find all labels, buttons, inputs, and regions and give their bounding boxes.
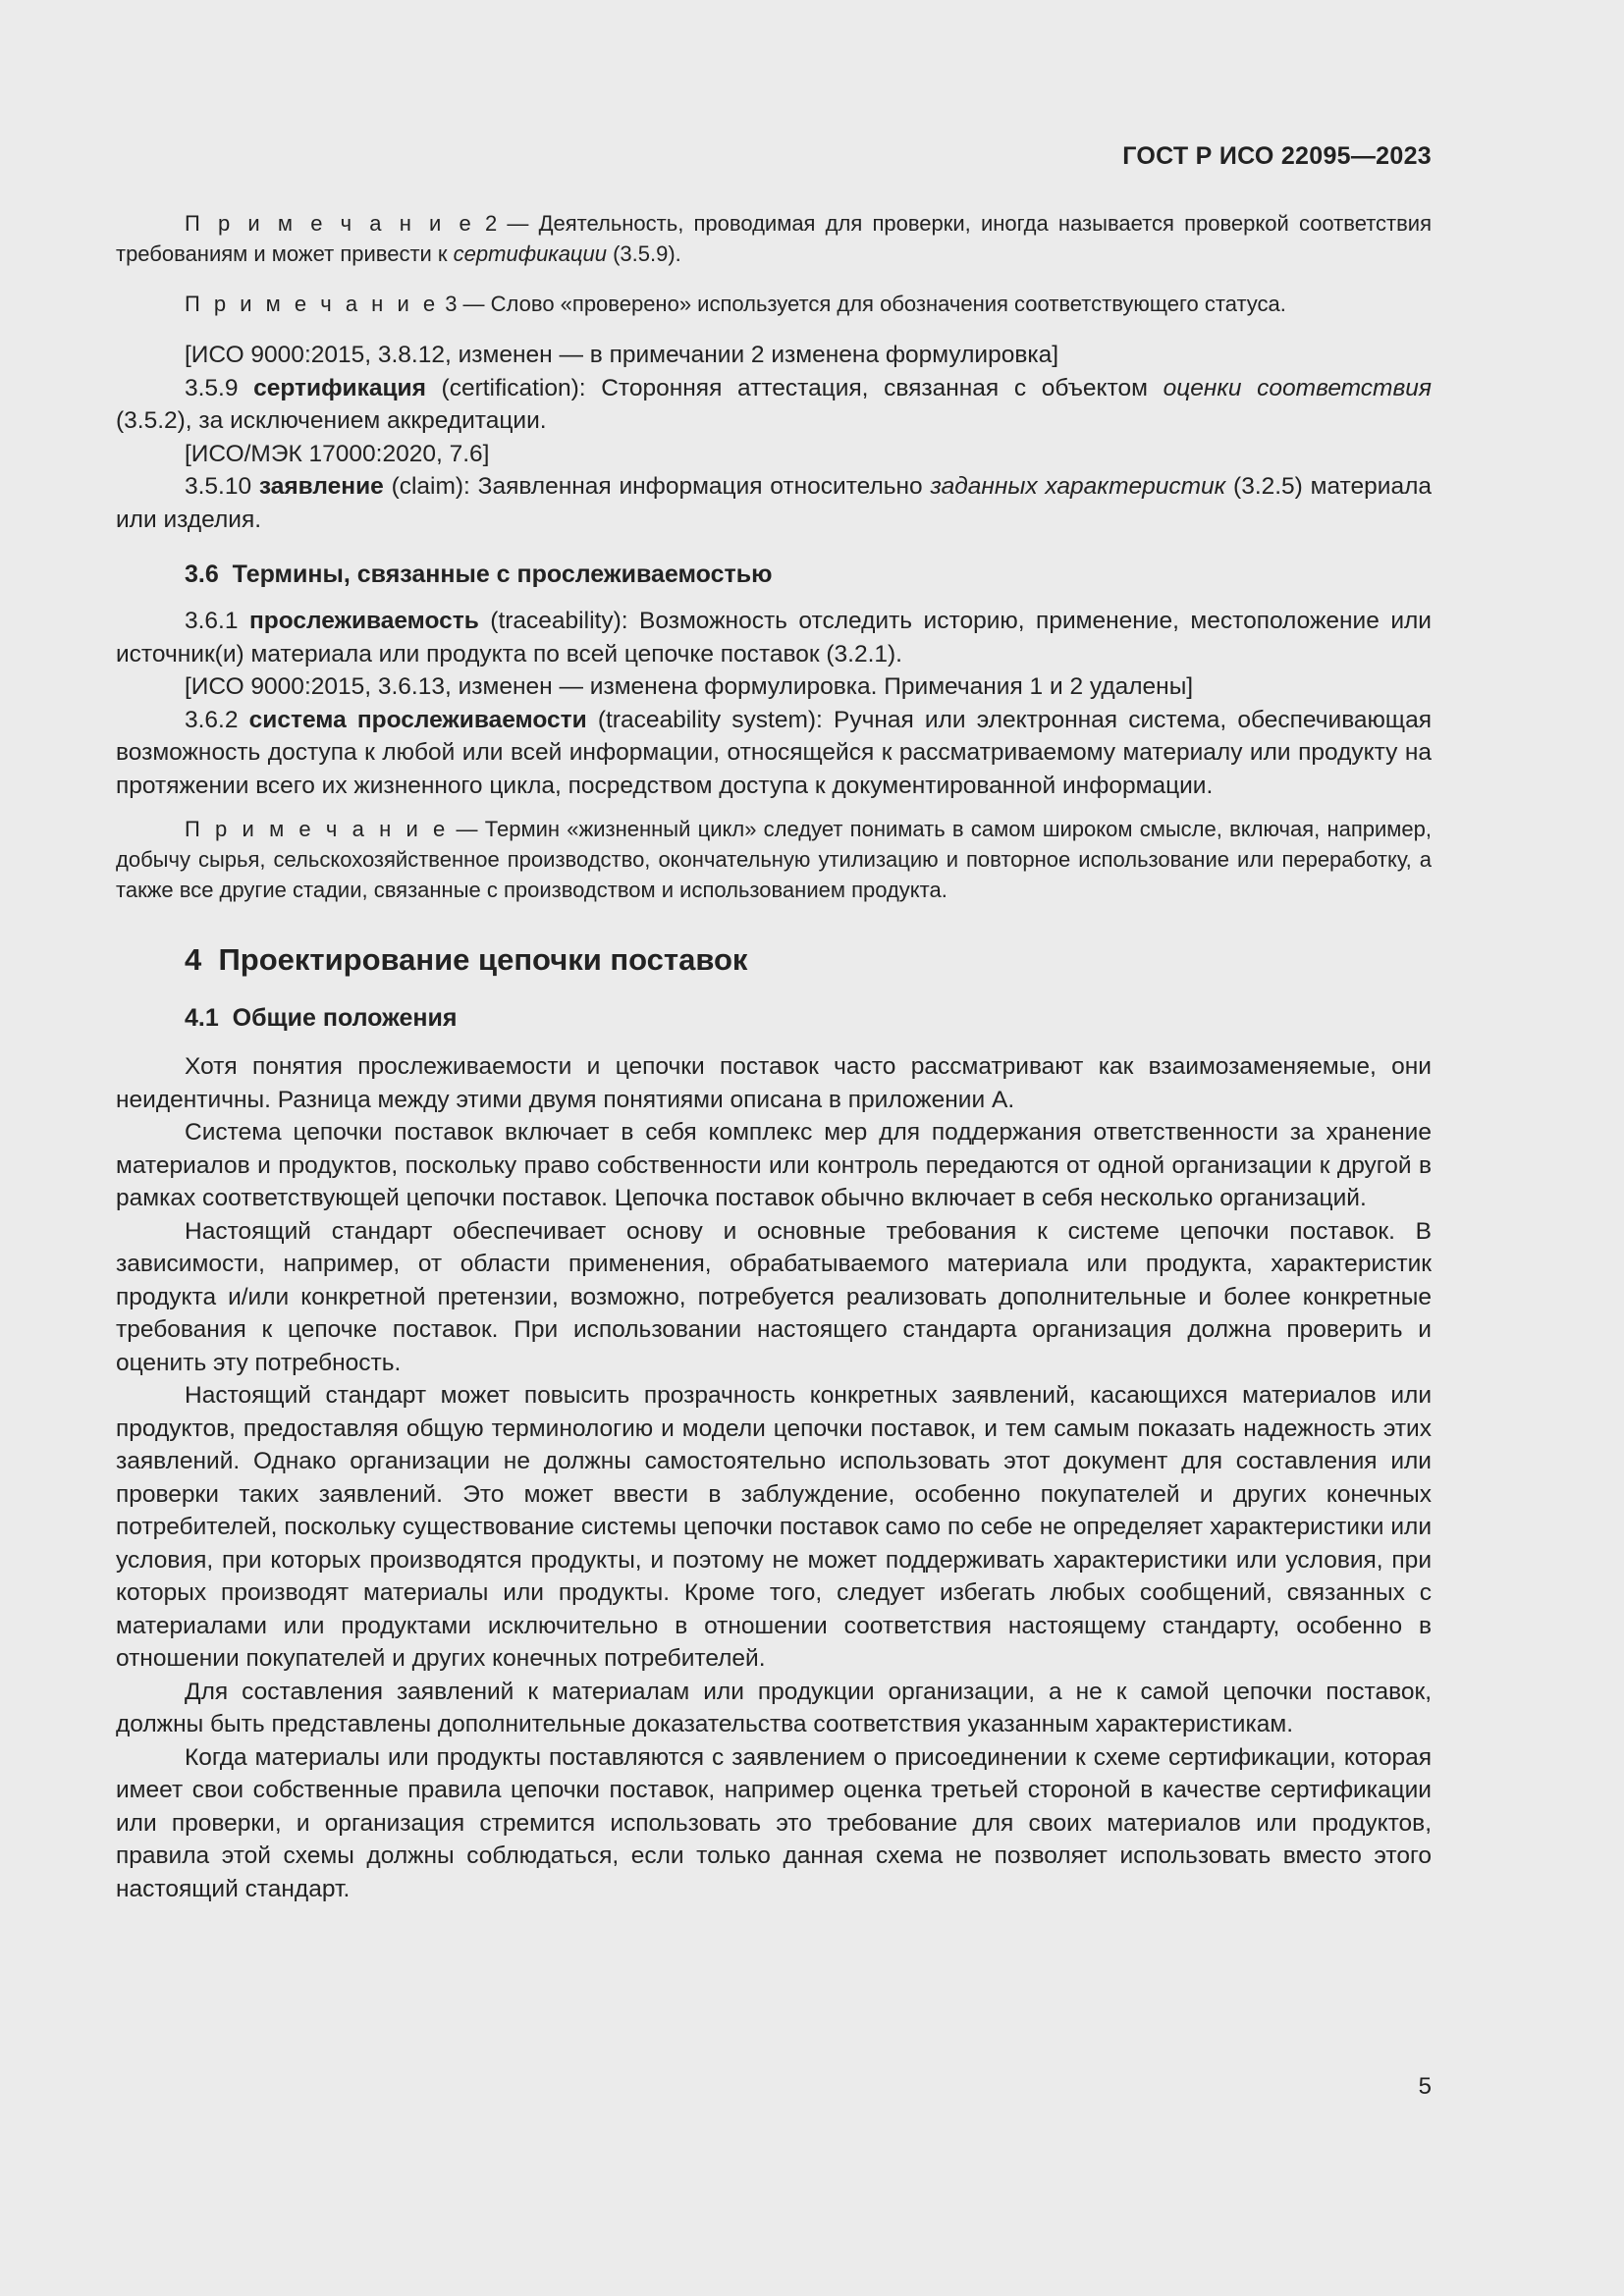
note-text: Деятельность, проводимая для проверки, иногда называется проверкой соответствия требованиям и может привести к <box>116 211 1432 266</box>
term-number: 3.6.1 <box>185 608 249 634</box>
section-heading-4 <box>116 940 1432 980</box>
term-name: сертификация <box>253 374 426 401</box>
section-heading-3-6 <box>116 558 1432 591</box>
term-definition: (traceability): Возможность отследить историю, применение, местоположение или источник(и) материала или продукта по всей цепочке поставок (3.2.1). <box>116 608 1432 667</box>
term-3-5-9 <box>116 372 1432 438</box>
section-number: 4 <box>185 942 202 977</box>
term-3-6-1 <box>116 605 1432 670</box>
reference-iec17000: [ИСО/МЭК 17000:2020, 7.6] <box>185 440 490 467</box>
reference-iso9000-3812: [ИСО 9000:2015, 3.8.12, изменен — в примечании 2 изменена формулировка] <box>185 342 1059 368</box>
note-text: Термин «жизненный цикл» следует понимать в самом широком смысле, включая, например, добычу сырья, сельскохозяйственное производство, окончательную утилизацию и повторное использование или переработку, а также все другие стадии, связанные с производством и использованием продукта. <box>116 817 1432 902</box>
page-number: 5 <box>1418 2073 1432 2100</box>
section-title: Проектирование цепочки поставок <box>218 942 748 977</box>
section-title: Термины, связанные с прослеживаемостью <box>232 561 773 588</box>
section-number: 4.1 <box>185 1004 219 1032</box>
term-italic-ref: оценки соответствия <box>1163 374 1432 401</box>
term-definition-end: (3.5.2), за исключением аккредитации. <box>116 407 547 434</box>
note-number: 2 — <box>474 211 539 236</box>
term-definition-end: (3.2.5) материала или изделия. <box>116 473 1432 533</box>
note-italic-term: сертификации <box>453 241 607 266</box>
reference-iso9000-3613: [ИСО 9000:2015, 3.6.13, изменен — изменена формулировка. Примечания 1 и 2 удалены] <box>185 673 1194 700</box>
term-italic-ref: заданных характеристик <box>930 473 1226 500</box>
note-3 <box>116 289 1432 319</box>
section-title: Общие положения <box>232 1004 458 1032</box>
note-label: П р и м е ч а н и е <box>185 817 450 841</box>
note-label: П р и м е ч а н и е <box>185 211 475 236</box>
paragraph: Когда материалы или продукты поставляются с заявлением о присоединении к схеме сертификации, которая имеет свои собственные правила цепочки поставок, например оценка третьей стороной в качестве сертификации или проверки, и организация стремится использовать это требование для своих материалов или продуктов, правила этой схемы должны соблюдаться, если только данная схема не позволяет использовать вместо этого настоящий стандарт. <box>116 1743 1432 1902</box>
note-text: Слово «проверено» используется для обозначения соответствующего статуса. <box>490 292 1286 316</box>
term-definition: (certification): Сторонняя аттестация, связанная с объектом <box>425 374 1164 401</box>
section-heading-4-1 <box>116 1001 1432 1035</box>
note-number: 3 — <box>439 292 491 316</box>
note-2 <box>116 208 1432 269</box>
section-number: 3.6 <box>185 561 219 588</box>
document-page <box>116 142 1432 1905</box>
term-name: система прослеживаемости <box>248 706 587 733</box>
paragraph: Для составления заявлений к материалам или продукции организации, а не к самой цепочки поставок, должны быть представлены дополнительные доказательства соответствия указанным характеристикам. <box>116 1678 1432 1737</box>
term-3-5-10 <box>116 470 1432 536</box>
note-dash: — <box>449 817 485 841</box>
paragraph: Настоящий стандарт может повысить прозрачность конкретных заявлений, касающихся материалов или продуктов, предоставляя общую терминологию и модели цепочки поставок, и тем самым показать надежность этих заявлений. Однако организации не должны самостоятельно использовать этот документ для составления или проверки таких заявлений. Это может ввести в заблуждение, особенно покупателей и других конечных потребителей, поскольку существование системы цепочки поставок само по себе не определяет характеристики или условия, при которых производятся продукты, и поэтому не может поддерживать характеристики или условия, при которых производят материалы или продукты. Кроме того, следует избегать любых сообщений, связанных с материалами или продуктами исключительно в отношении соответствия настоящему стандарту, особенно в отношении покупателей и других конечных потребителей. <box>116 1382 1432 1672</box>
term-definition: (claim): Заявленная информация относительно <box>383 473 931 500</box>
term-number: 3.5.10 <box>185 473 259 500</box>
paragraph: Хотя понятия прослеживаемости и цепочки поставок часто рассматривают как взаимозаменяемые, они неидентичны. Разница между этими двумя понятиями описана в приложении А. <box>116 1053 1432 1113</box>
term-3-6-2 <box>116 704 1432 803</box>
note-label: П р и м е ч а н и е <box>185 292 440 316</box>
term-name: прослеживаемость <box>249 608 479 634</box>
note-lifecycle <box>116 814 1432 905</box>
paragraph: Система цепочки поставок включает в себя комплекс мер для поддержания ответственности за хранение материалов и продуктов, поскольку право собственности или контроль передаются от одной организации к другой в рамках соответствующей цепочки поставок. Цепочка поставок обычно включает в себя несколько организаций. <box>116 1119 1432 1211</box>
note-text-end: (3.5.9). <box>606 241 681 266</box>
term-number: 3.5.9 <box>185 374 254 401</box>
document-code-header: ГОСТ Р ИСО 22095—2023 <box>1122 142 1432 170</box>
term-name: заявление <box>258 473 384 500</box>
term-definition: (traceability system): Ручная или электронная система, обеспечивающая возможность доступа к любой или всей информации, относящейся к рассматриваемому материалу или продукту на протяжении всего их жизненного цикла, посредством доступа к документированной информации. <box>116 706 1432 799</box>
term-number: 3.6.2 <box>185 706 249 733</box>
paragraph: Настоящий стандарт обеспечивает основу и основные требования к системе цепочки поставок. В зависимости, например, от области применения, обрабатываемого материала или продукта, характеристик продукта и/или конкретной претензии, возможно, потребуется реализовать дополнительные и более конкретные требования к цепочке поставок. При использовании настоящего стандарта организация должна проверить и оценить эту потребность. <box>116 1217 1432 1376</box>
